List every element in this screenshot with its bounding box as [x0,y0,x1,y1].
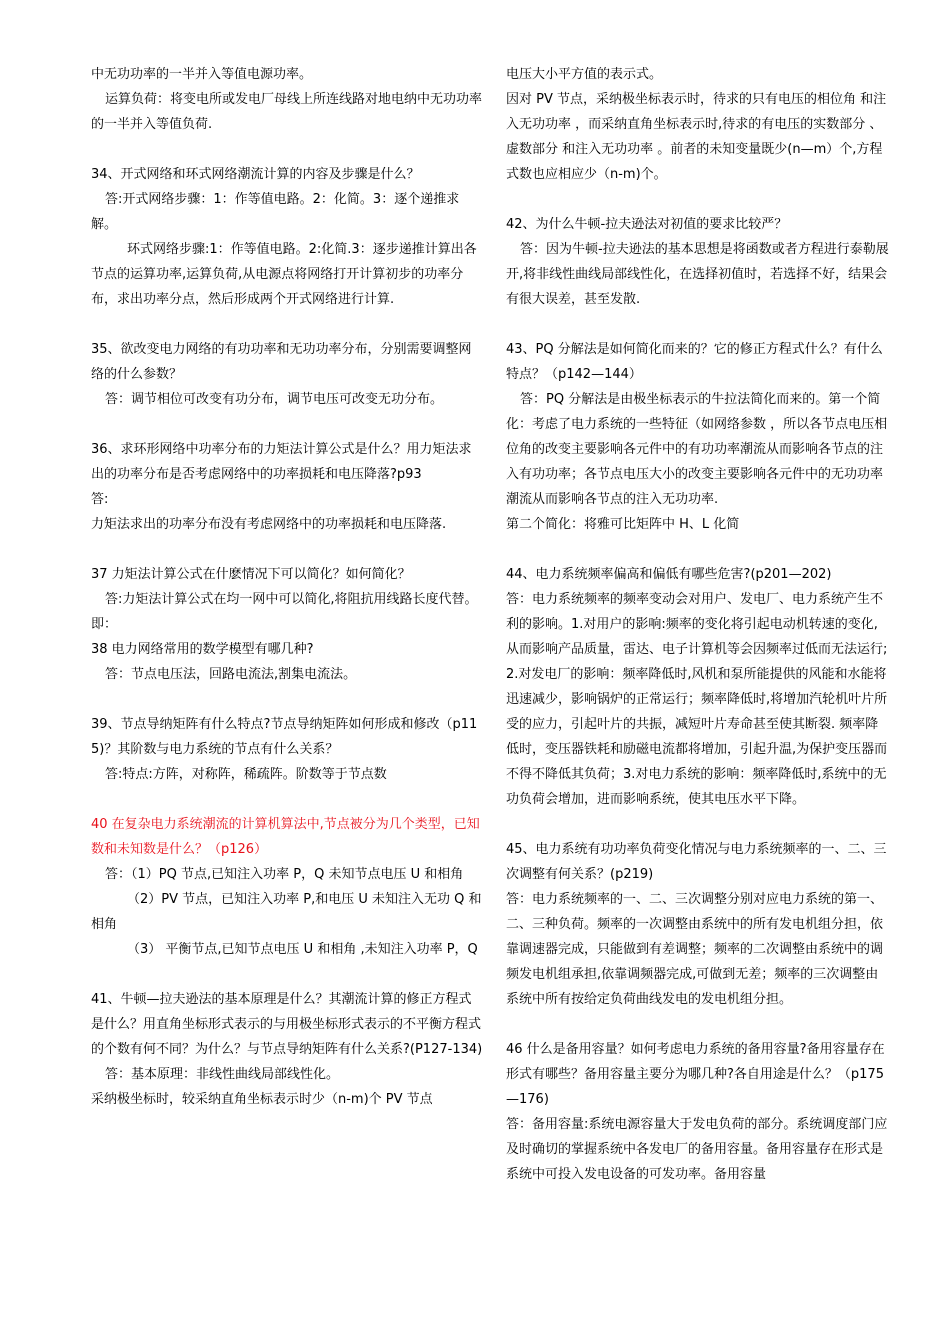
right-paragraph: 因对 PV 节点，采纳极坐标表示时，待求的只有电压的相位角 和注入无功功率 ，而采纳直角坐标表示时,待求的有电压的实数部分 、虚数部分 和注入无功功率 。前者的未知变量既少(n—m）个,方程式数也应相应少（n-m)个。 [506,92,887,182]
right-paragraph: 电压大小平方值的表示式。 [506,67,663,82]
blank-line [506,312,890,337]
left-paragraph: 答: [91,492,109,507]
left-paragraph: 39、节点导纳矩阵有什么特点?节点导纳矩阵如何形成和修改（p115)？其阶数与电力系统的节点有什么关系？ [91,717,478,757]
right-paragraph: 答：电力系统频率的频率变动会对用户、发电厂、电力系统产生不利的影响。1.对用户的影响:频率的变化将引起电动机转速的变化,从而影响产品质量，雷达、电子计算机等会因频率过低而无法运行;2.对发电厂的影响：频率降低时,风机和泵所能提供的风能和水能将迅速减少，影响锅炉的正常运行；频率降低时,将增加汽轮机叶片所受的应力，引起叶片的共振，减短叶片寿命甚至使其断裂. 频率降低时，变压器铁耗和励磁电流都将增加，引起升温,为保护变压器而不得不降低其负荷；3.对电力系统的影响：频率降低时,系统中的无功负荷会增加，进而影响系统，使其电压水平下降。 [506,592,888,807]
blank-line [91,787,484,812]
blank-line [506,1012,890,1037]
right-paragraph: 答：电力系统频率的一、二、三次调整分别对应电力系统的第一、二、三种负荷。频率的一次调整由系统中的所有发电机组分担，依靠调速器完成，只能做到有差调整；频率的二次调整由系统中的调频发电机组承担,依靠调频器完成,可做到无差；频率的三次调整由系统中所有按给定负荷曲线发电的发电机组分担。 [506,892,884,1007]
left-paragraph: 34、开式网络和环式网络潮流计算的内容及步骤是什么？ [91,167,420,182]
left-paragraph: 答:特点:方阵，对称阵，稀疏阵。阶数等于节点数 [105,767,387,782]
right-paragraph: 答：因为牛顿-拉夫逊法的基本思想是将函数或者方程进行泰勒展开,将非线性曲线局部线性化，在选择初值时，若选择不好，结果会有很大误差，甚至发散. [506,242,889,307]
right-paragraph: 42、为什么牛顿-拉夫逊法对初值的要求比较严？ [506,217,788,232]
left-paragraph: 答：基本原理：非线性曲线局部线性化。 [105,1067,340,1082]
left-paragraph: 38 电力网络常用的数学模型有哪几种? [91,642,314,657]
right-paragraph: 答：PQ 分解法是由极坐标表示的牛拉法简化而来的。第一个简化：考虑了电力系统的一些特征（如网络参数 ，所以各节点电压相位角的改变主要影响各元件中的有功功率潮流从而影响各节点的注入有功功率；各节点电压大小的改变主要影响各元件中的无功功率潮流从而影响各节点的注入无功功率. [506,392,888,507]
left-column [91,62,484,1112]
left-paragraph: 采纳极坐标时，较采纳直角坐标表示时少（n-m)个 PV 节点 [91,1092,433,1107]
left-paragraph: 答:力矩法计算公式在均一网中可以简化,将阻抗用线路长度代替。即： [91,592,478,632]
left-paragraph: 答：调节相位可改变有功分布，调节电压可改变无功分布。 [105,392,444,407]
left-paragraph: 运算负荷：将变电所或发电厂母线上所连线路对地电纳中无功功率的一半并入等值负荷. [91,92,483,132]
left-paragraph: 36、求环形网络中功率分布的力矩法计算公式是什么？用力矩法求出的功率分布是否考虑网络中的功率损耗和电压降落?p93 [91,442,472,482]
left-paragraph: 答:开式网络步骤：1：作等值电路。2：化简。3：逐个递推求解。 [91,192,460,232]
blank-line [506,537,890,562]
left-paragraph: 答：（1）PQ 节点,已知注入功率 P，Q 未知节点电压 U 和相角 [105,867,464,882]
blank-line [91,312,484,337]
blank-line [91,687,484,712]
right-column [506,62,890,1187]
left-paragraph: 环式网络步骤:1：作等值电路。2:化简.3：逐步递推计算出各节点的运算功率,运算负荷,从电源点将网络打开计算初步的功率分布，求出功率分点，然后形成两个开式网络进行计算. [91,242,477,307]
right-paragraph: 45、电力系统有功功率负荷变化情况与电力系统频率的一、二、三次调整有何关系？(p219) [506,842,887,882]
right-paragraph: 第二个简化：将雅可比矩阵中 H、L 化简 [506,517,740,532]
left-paragraph: 答：节点电压法，回路电流法,割集电流法。 [105,667,357,682]
right-paragraph: 46 什么是备用容量？如何考虑电力系统的备用容量?备用容量存在形式有哪些？备用容量主要分为哪几种?各自用途是什么？（p175—176) [506,1042,885,1107]
left-paragraph: 40 在复杂电力系统潮流的计算机算法中,节点被分为几个类型，已知数和未知数是什么？（p126） [91,817,480,857]
blank-line [91,962,484,987]
left-paragraph: 41、牛顿—拉夫逊法的基本原理是什么？其潮流计算的修正方程式是什么？用直角坐标形式表示的与用极坐标形式表示的不平衡方程式的个数有何不同？为什么？与节点导纳矩阵有什么关系?(P127-134) [91,992,483,1057]
left-paragraph: 35、欲改变电力网络的有功功率和无功功率分布，分别需要调整网络的什么参数？ [91,342,472,382]
right-paragraph: 答：备用容量:系统电源容量大于发电负荷的部分。系统调度部门应及时确切的掌握系统中各发电厂的备用容量。备用容量存在形式是系统中可投入发电设备的可发功率。备用容量 [506,1117,888,1182]
left-paragraph: 37 力矩法计算公式在什麽情况下可以简化？如何简化？ [91,567,411,582]
left-paragraph: （3） 平衡节点,已知节点电压 U 和相角 ,未知注入功率 P，Q [127,942,478,957]
left-paragraph: 力矩法求出的功率分布没有考虑网络中的功率损耗和电压降落. [91,517,447,532]
blank-line [91,537,484,562]
left-paragraph: 中无功功率的一半并入等值电源功率。 [91,67,313,82]
blank-line [506,812,890,837]
left-paragraph: （2）PV 节点，已知注入功率 P,和电压 U 未知注入无功 Q 和相角 [91,892,482,932]
blank-line [91,412,484,437]
right-paragraph: 44、电力系统频率偏高和偏低有哪些危害?(p201—202) [506,567,832,582]
blank-line [506,187,890,212]
right-paragraph: 43、PQ 分解法是如何简化而来的？它的修正方程式什么？有什么特点？（p142—144） [506,342,883,382]
blank-line [91,137,484,162]
